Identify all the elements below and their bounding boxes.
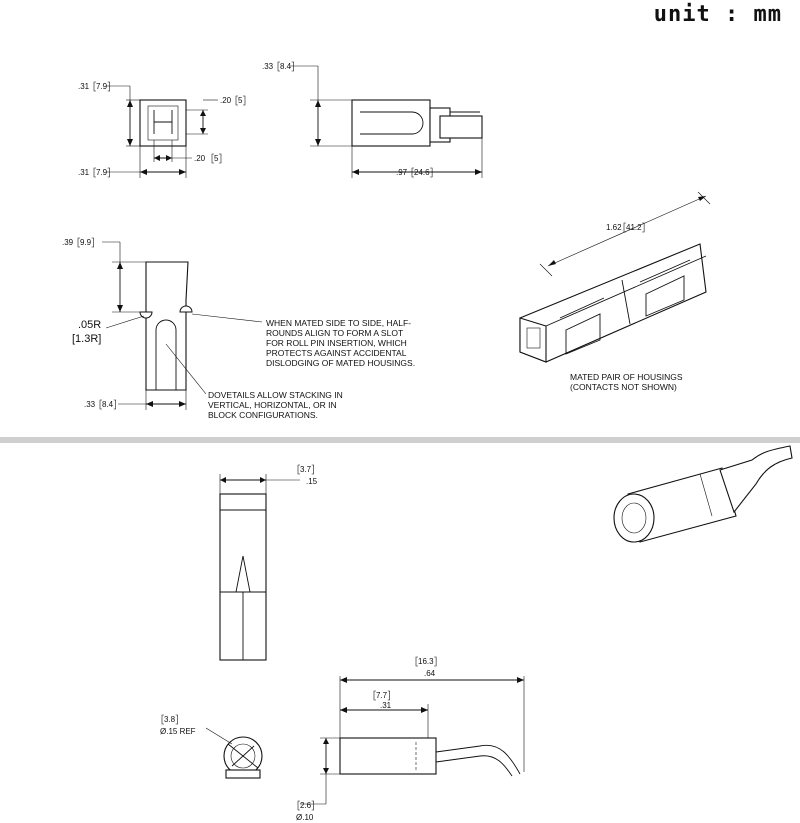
front-width-in: .31 xyxy=(78,168,90,177)
side-length-in: .97 xyxy=(396,168,408,177)
barrel-length-in: .31 xyxy=(380,701,392,710)
slot-height-in: .20 xyxy=(220,96,232,105)
contact-top-view xyxy=(220,474,300,660)
unit-label: unit : mm xyxy=(653,2,782,27)
barrel-length-mm: 7.7 xyxy=(376,691,388,700)
front-height-in: .31 xyxy=(78,82,90,91)
front-width-mm: 7.9 xyxy=(96,168,108,177)
slot-height-mm: 5 xyxy=(238,96,243,105)
top-width-in: .33 xyxy=(84,400,96,409)
end-dia-in: Ø.15 REF xyxy=(160,727,196,736)
radius-mm: [1.3R] xyxy=(72,333,102,345)
slot-width-in: .20 xyxy=(194,154,206,163)
end-dia-mm: 3.8 xyxy=(164,715,176,724)
contact-end-view xyxy=(206,728,262,778)
dovetail-note: DOVETAILS ALLOW STACKING IN VERTICAL, HORIZONTAL, OR IN BLOCK CONFIGURATIONS. xyxy=(208,390,343,420)
contact-width-mm: 3.7 xyxy=(300,465,312,474)
side-height-mm: 8.4 xyxy=(280,62,292,71)
mated-pair-caption: MATED PAIR OF HOUSINGS (CONTACTS NOT SHOWN) xyxy=(570,372,683,392)
front-view xyxy=(106,86,218,178)
mated-pair-housings xyxy=(520,192,710,362)
contact-total-in: .64 xyxy=(424,669,436,678)
contact-side-view xyxy=(300,676,524,804)
slot-width-mm: 5 xyxy=(214,154,219,163)
top-depth-mm: 9.9 xyxy=(80,238,92,247)
front-height-mm: 7.9 xyxy=(96,82,108,91)
wire-dia-in: Ø.10 xyxy=(296,813,314,822)
radius-in: .05R xyxy=(78,319,102,331)
side-length-mm: 24.6 xyxy=(414,168,430,177)
top-view xyxy=(102,242,262,410)
mated-note: WHEN MATED SIDE TO SIDE, HALF- ROUNDS ALIGN TO FORM A SLOT FOR ROLL PIN INSERTION, WHICH PROTECTS AGAINST ACCIDENTAL DISLODGING OF MATED HOUSINGS. xyxy=(266,318,416,368)
top-depth-in: .39 xyxy=(62,238,74,247)
contact-total-mm: 16.3 xyxy=(418,657,434,666)
contact-isometric xyxy=(614,446,792,542)
contact-width-in: .15 xyxy=(306,477,318,486)
wire-dia-mm: 2.6 xyxy=(300,801,312,810)
pair-length-mm: 41.2 xyxy=(626,223,642,232)
side-height-in: .33 xyxy=(262,62,274,71)
side-view xyxy=(290,66,482,178)
top-width-mm: 8.4 xyxy=(102,400,114,409)
pair-length-in: 1.62 xyxy=(606,223,622,232)
